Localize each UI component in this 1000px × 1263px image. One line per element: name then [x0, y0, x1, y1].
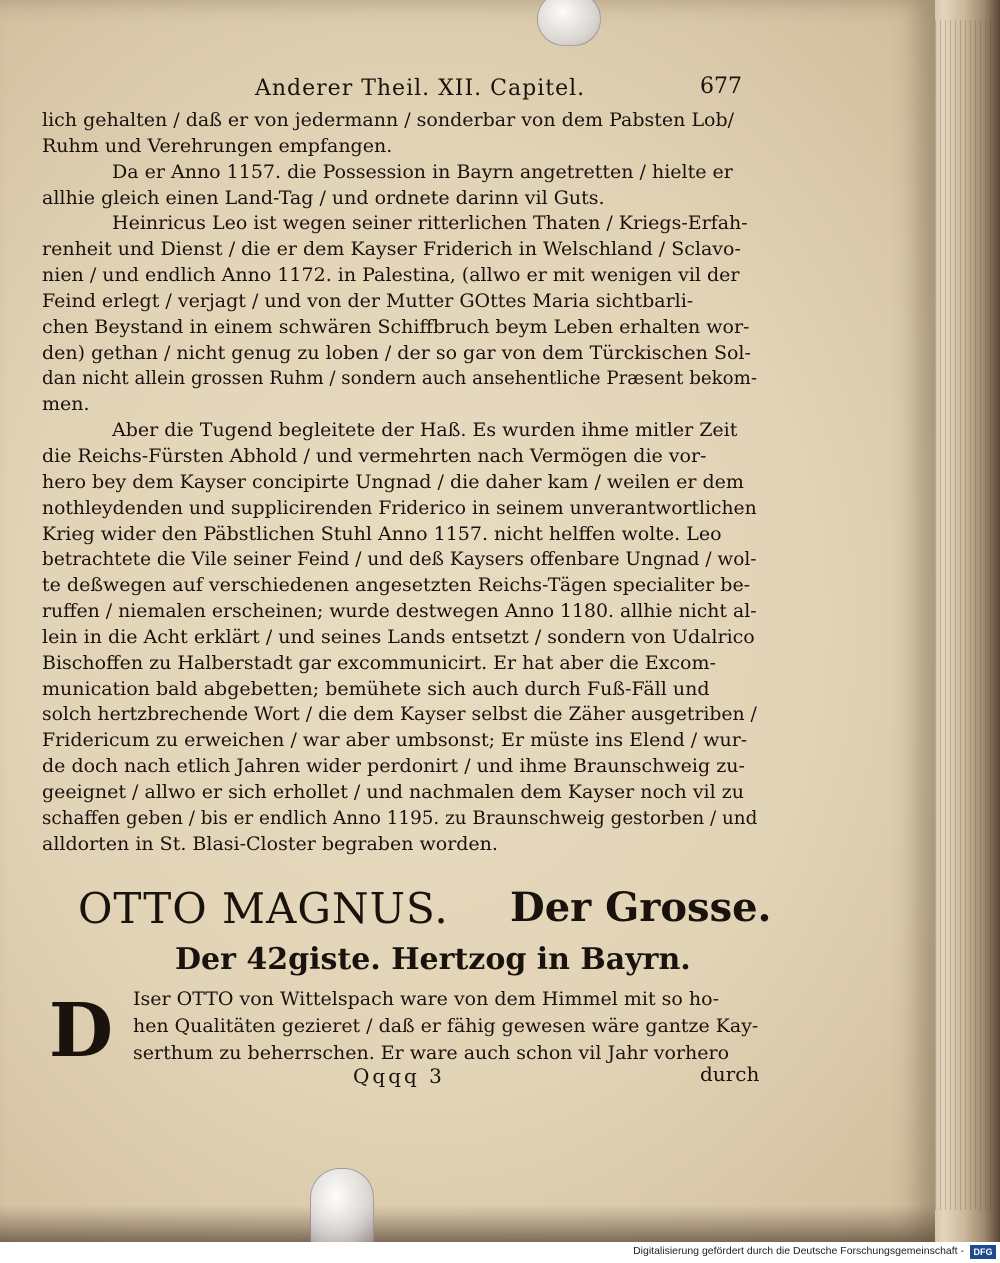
catchword: durch — [700, 1062, 760, 1086]
text-line: allhie gleich einen Land-Tag / und ordnete darinn vil Guts. — [42, 186, 605, 209]
page-clip-top — [537, 0, 601, 46]
text-line: Heinricus Leo ist wegen seiner ritterlichen Thaten / Kriegs-Erfah- — [112, 212, 748, 235]
page-shadow — [0, 1205, 935, 1242]
section-subtitle: Der 42giste. Hertzog in Bayrn. — [175, 942, 691, 977]
section-text — [133, 986, 758, 1067]
text-line: die Reichs-Fürsten Abhold / und vermehrten nach Vermögen die vor- — [42, 444, 707, 467]
section-title-latin: OTTO MAGNUS. — [78, 884, 449, 933]
text-line: Da er Anno 1157. die Possession in Bayrn angetretten / hielte er — [112, 160, 733, 183]
text-line: lein in die Acht erklärt / und seines Lands entsetzt / sondern von Udalrico — [42, 625, 755, 648]
dfg-logo: DFG — [970, 1245, 996, 1259]
text-line: nien / und endlich Anno 1172. in Palestina, (allwo er mit wenigen vil der — [42, 264, 740, 287]
text-line: de doch nach etlich Jahren wider perdonirt / und ihme Braunschweig zu- — [42, 755, 745, 778]
text-line: Feind erlegt / verjagt / und von der Mutter GOttes Maria sichtbarli- — [42, 289, 694, 312]
text-line: te deßwegen auf verschiedenen angesetzten Reichs-Tägen specialiter be- — [42, 574, 751, 597]
text-line: chen Beystand in einem schwären Schiffbruch beym Leben erhalten wor- — [42, 315, 750, 338]
text-line: Iser OTTO von Wittelspach ware von dem Himmel mit so ho- — [133, 988, 719, 1010]
decorated-initial: D — [48, 988, 114, 1074]
text-line: Bischoffen zu Halberstadt gar excommunicirt. Er hat aber die Excom- — [42, 651, 716, 674]
page-clip-bottom — [310, 1168, 374, 1242]
text-line: men. — [42, 393, 90, 416]
text-line: betrachtete die Vile seiner Feind / und deß Kaysers offenbare Ungnad / wol- — [42, 548, 757, 571]
text-line: ruffen / niemalen erscheinen; wurde destwegen Anno 1180. allhie nicht al- — [42, 600, 757, 623]
text-line: Aber die Tugend begleitete der Haß. Es wurden ihme mitler Zeit — [112, 419, 738, 442]
text-line: schaffen geben / bis er endlich Anno 1195. zu Braunschweig gestorben / und — [42, 806, 758, 829]
text-line: den) gethan / nicht genug zu loben / der so gar von dem Türckischen Sol- — [42, 341, 751, 364]
text-line: Fridericum zu erweichen / war aber umbsonst; Er müste ins Elend / wur- — [42, 729, 748, 752]
page-number: 677 — [700, 74, 742, 99]
text-line: munication bald abgebetten; bemühete sich auch durch Fuß-Fäll und — [42, 677, 710, 700]
signature-mark: Qqqq 3 — [353, 1064, 445, 1088]
credit-bar — [0, 1242, 1000, 1263]
text-line: renheit und Dienst / die er dem Kayser Friderich in Welschland / Sclavo- — [42, 238, 741, 261]
body-text — [42, 108, 757, 857]
text-line: lich gehalten / daß er von jedermann / sonderbar von dem Pabsten Lob/ — [42, 109, 735, 131]
running-head: Anderer Theil. XII. Capitel. — [255, 76, 586, 101]
text-line: nothleydenden und supplicirenden Friderico in seinem unverantwortlichen — [42, 496, 757, 519]
text-line: dan nicht allein grossen Ruhm / sondern auch ansehentliche Præsent bekom- — [42, 367, 758, 390]
text-line: hero bey dem Kayser concipirte Ungnad / die daher kam / weilen er dem — [42, 470, 744, 493]
text-line: solch hertzbrechende Wort / die dem Kayser selbst die Zäher ausgetriben / — [42, 703, 757, 726]
text-line: serthum zu beherrschen. Er ware auch schon vil Jahr vorhero — [133, 1042, 730, 1064]
page-edge-texture — [925, 20, 995, 1210]
text-line: Ruhm und Verehrungen empfangen. — [42, 134, 393, 157]
section-title-german: Der Grosse. — [510, 884, 772, 931]
text-line: hen Qualitäten gezieret / daß er fähig gewesen wäre gantze Kay- — [133, 1015, 759, 1037]
text-line: geeignet / allwo er sich erhollet / und nachmalen dem Kayser noch vil zu — [42, 780, 744, 803]
text-line: alldorten in St. Blasi-Closter begraben worden. — [42, 832, 498, 855]
credit-text: Digitalisierung gefördert durch die Deutsche Forschungsgemeinschaft - — [633, 1245, 964, 1257]
text-line: Krieg wider den Päbstlichen Stuhl Anno 1157. nicht helffen wolte. Leo — [42, 522, 722, 545]
